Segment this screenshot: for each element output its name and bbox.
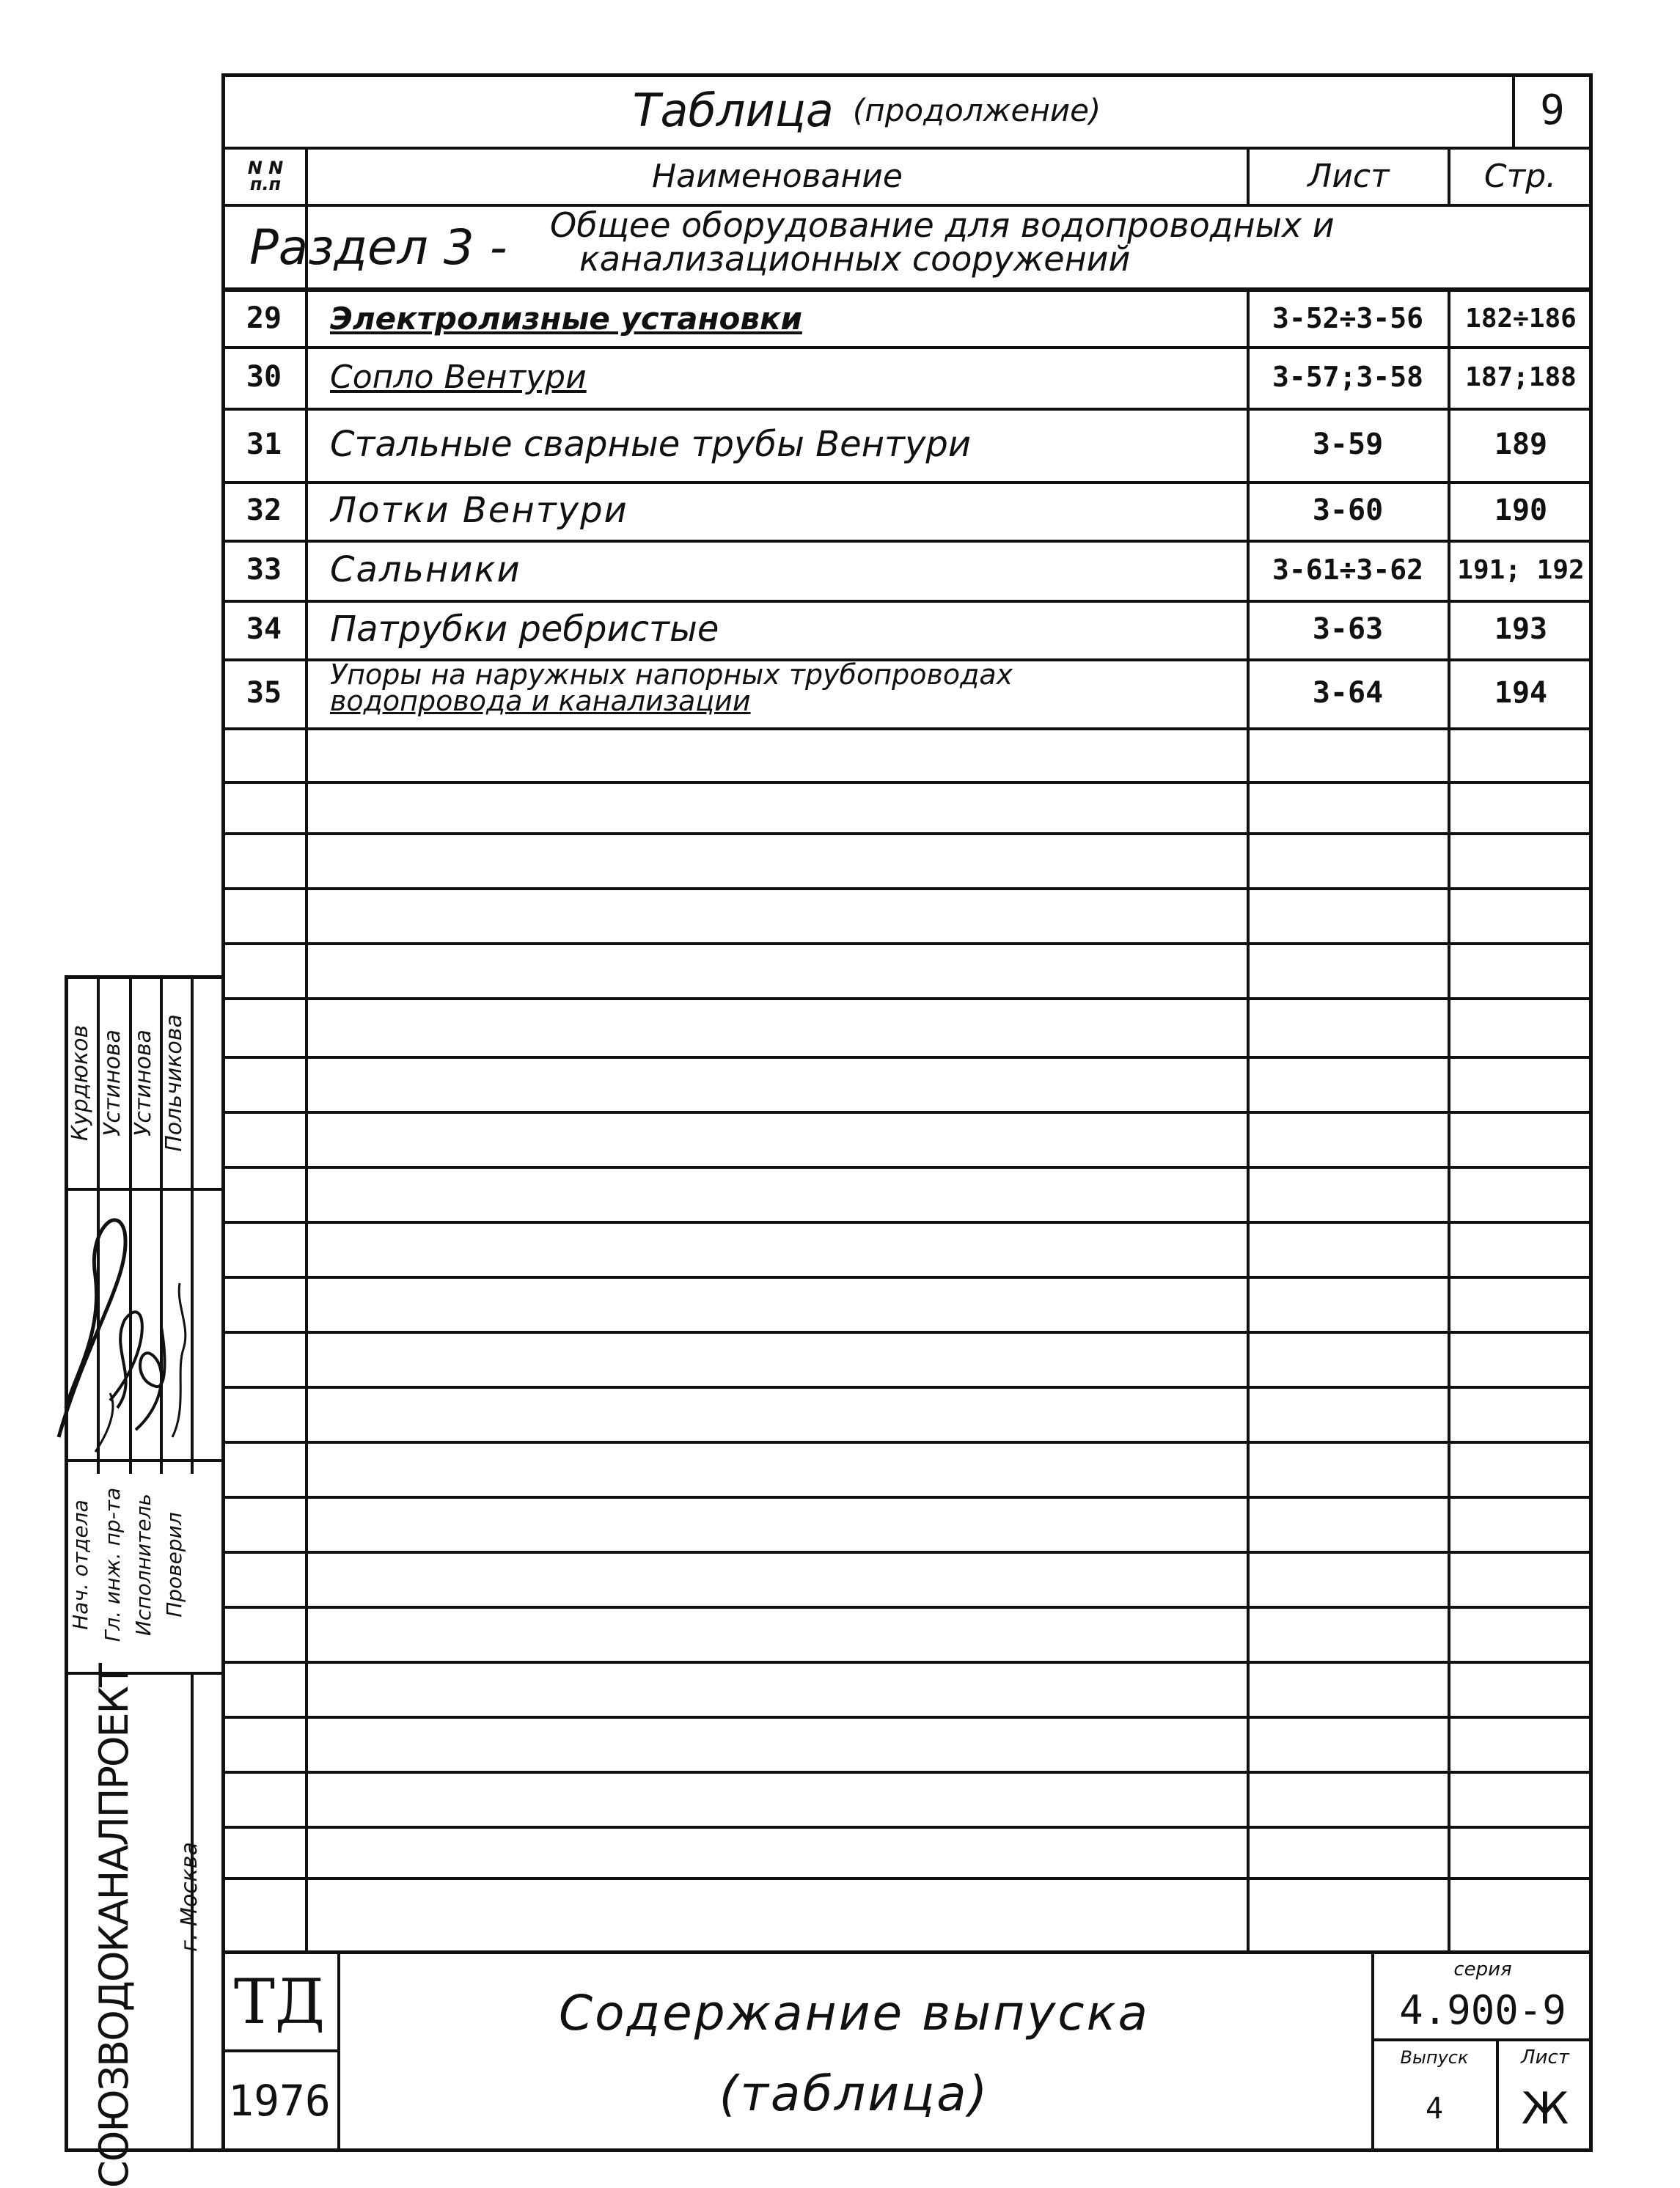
column-header-page: Стр.: [1483, 157, 1557, 195]
row-number: 32: [246, 493, 282, 527]
row-sheet: 3-59: [1312, 427, 1384, 461]
row-sheet: 3-60: [1312, 493, 1384, 527]
sheet-value: Ж: [1521, 2083, 1569, 2134]
row-sheet: 3-64: [1312, 676, 1384, 710]
row-page: 189: [1494, 427, 1548, 461]
role-executor: Исполнитель: [131, 1493, 155, 1637]
row-name: Патрубки ребристые: [330, 609, 719, 650]
column-divider-sheet: [1448, 147, 1450, 205]
row-number: 31: [246, 427, 282, 461]
section-label: Раздел 3 -: [249, 219, 507, 276]
row-name: Сальники: [330, 549, 521, 590]
row-name-line1: Упоры на наружных напорных трубопроводах: [330, 658, 1013, 691]
table-title-note: (продолжение): [852, 92, 1101, 128]
stamp-year: 1976: [228, 2076, 331, 2126]
section-title-line1: Общее оборудование для водопроводных и: [550, 205, 1335, 245]
stamp-td: ТД: [233, 1966, 326, 2038]
row-number: 30: [246, 360, 282, 394]
section-title-line2: канализационных сооружений: [579, 239, 1131, 279]
column-header-sheet: Лист: [1307, 157, 1390, 195]
row-page: 191; 192: [1457, 554, 1585, 585]
approver-name-3: Устинова: [130, 1029, 156, 1137]
row-number: 35: [246, 676, 282, 710]
organization-name: СОЮЗВОДОКАНАЛПРОЕКТ: [90, 1664, 137, 2188]
row-page: 193: [1494, 612, 1548, 646]
document-title-line2: (таблица): [719, 2065, 990, 2122]
row-name: [330, 658, 1239, 724]
series-value: 4.900-9: [1399, 1986, 1566, 2033]
row-number: 34: [246, 612, 282, 646]
row-sheet: 3-52÷3-56: [1272, 302, 1423, 334]
series-label: серия: [1453, 1958, 1512, 1980]
role-head-of-department: Нач. отдела: [67, 1499, 92, 1630]
approver-name-2: Устинова: [99, 1029, 125, 1137]
table-title: Таблица (продолжение): [632, 83, 1101, 137]
row-name: Сопло Вентури: [330, 358, 587, 396]
row-page: 182÷186: [1465, 303, 1577, 334]
column-header-number: N N п.п: [247, 158, 284, 194]
row-page: 190: [1494, 493, 1548, 527]
row-page: 187;188: [1465, 361, 1577, 392]
row-sheet: 3-63: [1312, 612, 1384, 646]
approver-name-4: Польчикова: [161, 1014, 187, 1152]
row-sheet: 3-57;3-58: [1272, 361, 1423, 393]
row-number: 29: [246, 301, 282, 335]
organization-city: г. Москва: [176, 1842, 202, 1952]
row-number: 33: [246, 553, 282, 587]
row-name: Электролизные установки: [330, 300, 802, 337]
column-header-name: Наименование: [652, 157, 903, 195]
document-title-line1: Содержание выпуска: [559, 1984, 1150, 2041]
signatures: [44, 1188, 224, 1459]
column-divider-number: [305, 147, 308, 1954]
role-chief-engineer: Гл. инж. пр-та: [100, 1487, 125, 1642]
row-name-line2: водопровода и канализации: [330, 685, 751, 717]
role-checker: Проверил: [161, 1512, 186, 1618]
sheet-label: Лист: [1521, 2046, 1569, 2068]
row-sheet: 3-61÷3-62: [1272, 554, 1423, 586]
issue-value: 4: [1425, 2092, 1444, 2126]
row-page: 194: [1494, 676, 1548, 710]
row-name: Стальные сварные трубы Вентури: [330, 424, 972, 465]
section-title: [550, 205, 1577, 287]
issue-label: Выпуск: [1400, 2047, 1469, 2068]
row-name: Лотки Вентури: [330, 490, 628, 531]
page-number-box: 9: [1540, 86, 1565, 134]
approver-name-1: Курдюков: [67, 1024, 93, 1142]
column-divider-name: [1247, 147, 1250, 205]
